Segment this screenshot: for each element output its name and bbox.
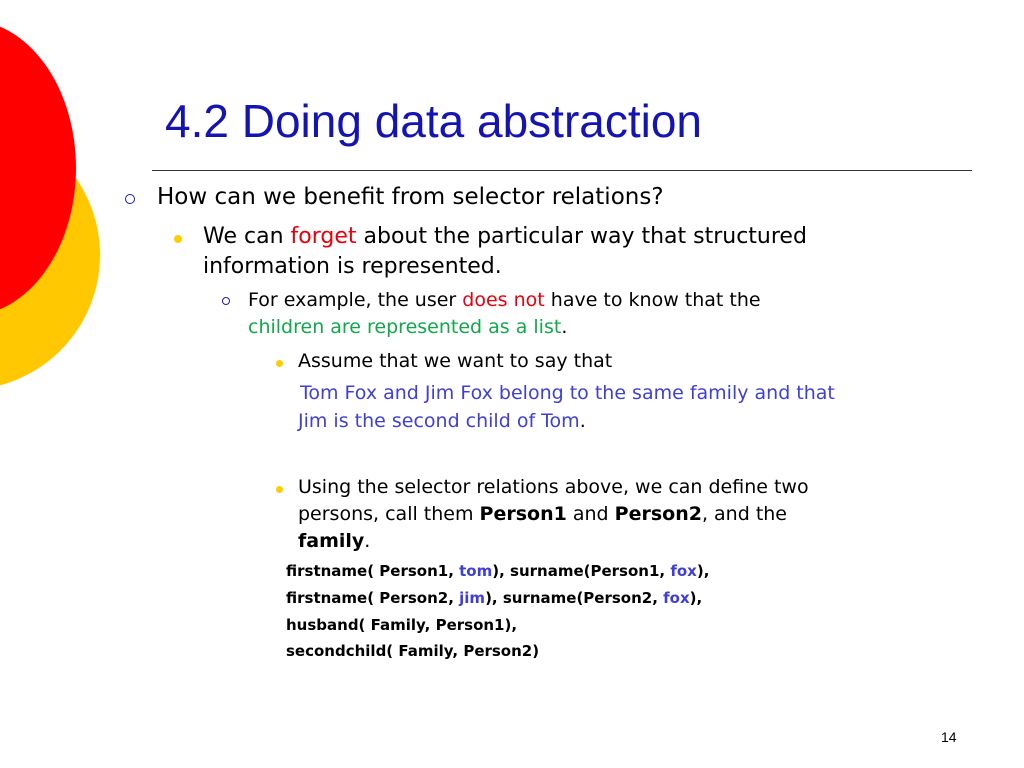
- emphasis-forget: forget: [290, 224, 357, 249]
- title-divider: [152, 170, 972, 171]
- text-segment: For example, the user: [248, 289, 463, 311]
- ring-bullet-icon: [125, 194, 135, 204]
- code-line-4: secondchild( Family, Person2): [286, 642, 540, 660]
- code-segment: firstname( Person1,: [286, 562, 460, 580]
- dot-bullet-icon: [174, 235, 182, 243]
- emphasis-children-list: children are represented as a list: [248, 316, 562, 338]
- page-number: 14: [941, 729, 957, 745]
- code-value-jim: jim: [459, 589, 486, 607]
- code-segment: firstname( Person2,: [286, 589, 460, 607]
- bullet-assume: Assume that we want to say that: [298, 350, 613, 372]
- text-segment: .: [579, 410, 586, 432]
- text-segment: and: [566, 503, 615, 525]
- slide-title: 4.2 Doing data abstraction: [165, 95, 703, 147]
- code-value-tom: tom: [459, 562, 493, 580]
- text-segment: about the particular way that structured: [356, 224, 807, 249]
- text-segment: .: [364, 530, 371, 552]
- code-line-2: [286, 589, 702, 607]
- bullet-example-line2: [248, 316, 567, 338]
- bullet-example-line1: [248, 289, 761, 311]
- term-person1: Person1: [479, 503, 567, 525]
- text-segment: We can: [203, 224, 291, 249]
- code-segment: ), surname(Person2,: [485, 589, 664, 607]
- dot-bullet-icon: [276, 360, 283, 367]
- text-segment: have to know that the: [544, 289, 761, 311]
- bullet-using-line3: [298, 530, 370, 552]
- code-line-1: [286, 562, 709, 580]
- code-segment: ), surname(Person1,: [492, 562, 671, 580]
- text-segment: persons, call them: [298, 503, 480, 525]
- emphasis-does-not: does not: [462, 289, 545, 311]
- bullet-question: How can we benefit from selector relations?: [157, 184, 664, 210]
- bullet-using-line2: [298, 503, 787, 525]
- code-line-3: husband( Family, Person1),: [286, 616, 518, 634]
- code-value-fox: fox: [670, 562, 697, 580]
- term-person2: Person2: [614, 503, 702, 525]
- code-segment: ),: [689, 589, 703, 607]
- assume-statement-line2: [298, 410, 586, 432]
- bullet-forget-line1: [203, 224, 807, 249]
- text-segment: , and the: [701, 503, 787, 525]
- code-value-fox: fox: [663, 589, 690, 607]
- term-family: family: [298, 530, 365, 552]
- text-segment: .: [561, 316, 568, 338]
- code-segment: ),: [696, 562, 710, 580]
- dot-bullet-icon: [276, 486, 283, 493]
- bullet-using-line1: Using the selector relations above, we can define two: [298, 476, 809, 498]
- assume-statement-line1: Tom Fox and Jim Fox belong to the same family and that: [300, 382, 835, 404]
- ring-bullet-icon: [222, 297, 230, 305]
- bullet-forget-line2: information is represented.: [203, 254, 502, 279]
- emphasis-second-child: Jim is the second child of Tom: [298, 410, 580, 432]
